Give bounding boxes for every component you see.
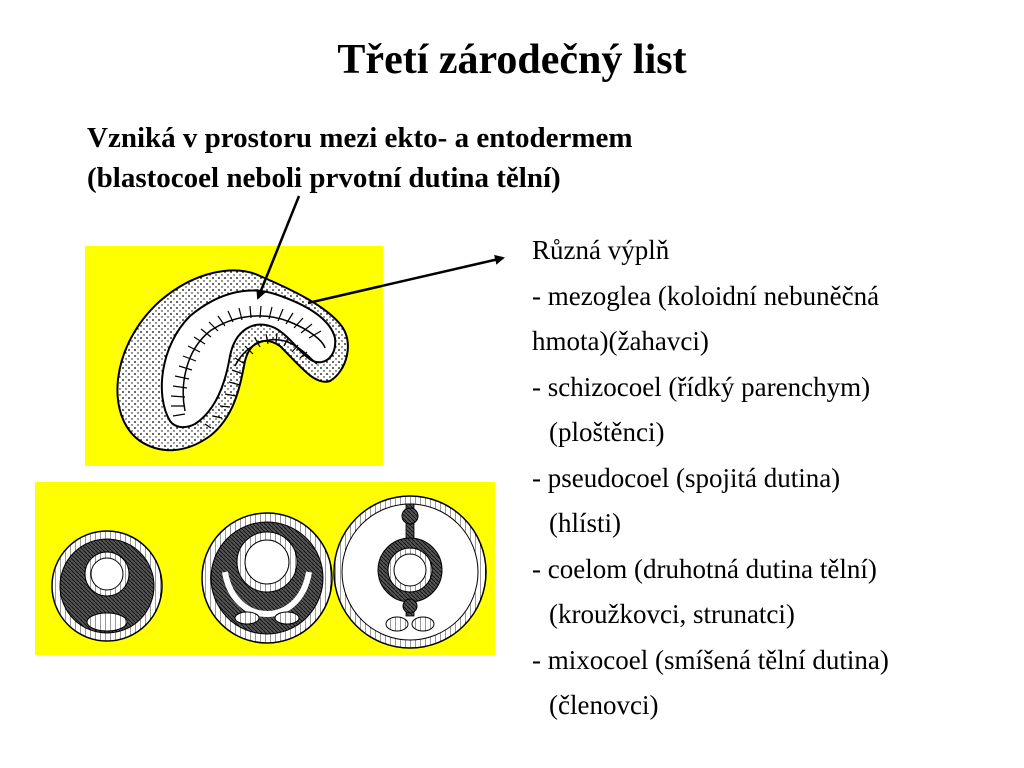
list-item: hmota)(žahavci) xyxy=(532,326,709,356)
cross-section-2 xyxy=(202,513,332,643)
list-item: (kroužkovci, strunatci) xyxy=(549,599,795,629)
subtitle-line-1: Vzniká v prostoru mezi ekto- a entodermem xyxy=(87,122,633,154)
cross-section-3 xyxy=(334,496,486,648)
subtitle-line-2: (blastocoel neboli prvotní dutina tělní) xyxy=(87,162,561,194)
gastrula-cross-section-icon xyxy=(85,246,383,466)
list-item: - pseudocoel (spojitá dutina) xyxy=(532,462,841,493)
body-cavity-sections-panel xyxy=(35,482,495,655)
list-item: - coelom (druhotná dutina tělní) xyxy=(532,553,877,584)
cross-section-1 xyxy=(52,531,162,641)
list-item: - schizocoel (řídký parenchym) xyxy=(532,371,871,402)
body-cavity-list xyxy=(532,228,1012,729)
embryo-illustration-panel xyxy=(85,246,383,466)
list-item: (ploštěnci) xyxy=(549,417,665,447)
slide-subtitle xyxy=(87,118,787,198)
list-item: (členovci) xyxy=(549,690,659,720)
list-item: (hlísti) xyxy=(549,508,621,538)
slide-title: Třetí zárodečný list xyxy=(337,37,687,83)
body-cavity-cross-sections-icon xyxy=(35,482,495,655)
list-item: - mixocoel (smíšená tělní dutina) xyxy=(532,644,889,675)
list-item: - mezoglea (koloidní nebuněčná xyxy=(532,280,880,311)
list-item: Různá výplň xyxy=(532,235,670,265)
